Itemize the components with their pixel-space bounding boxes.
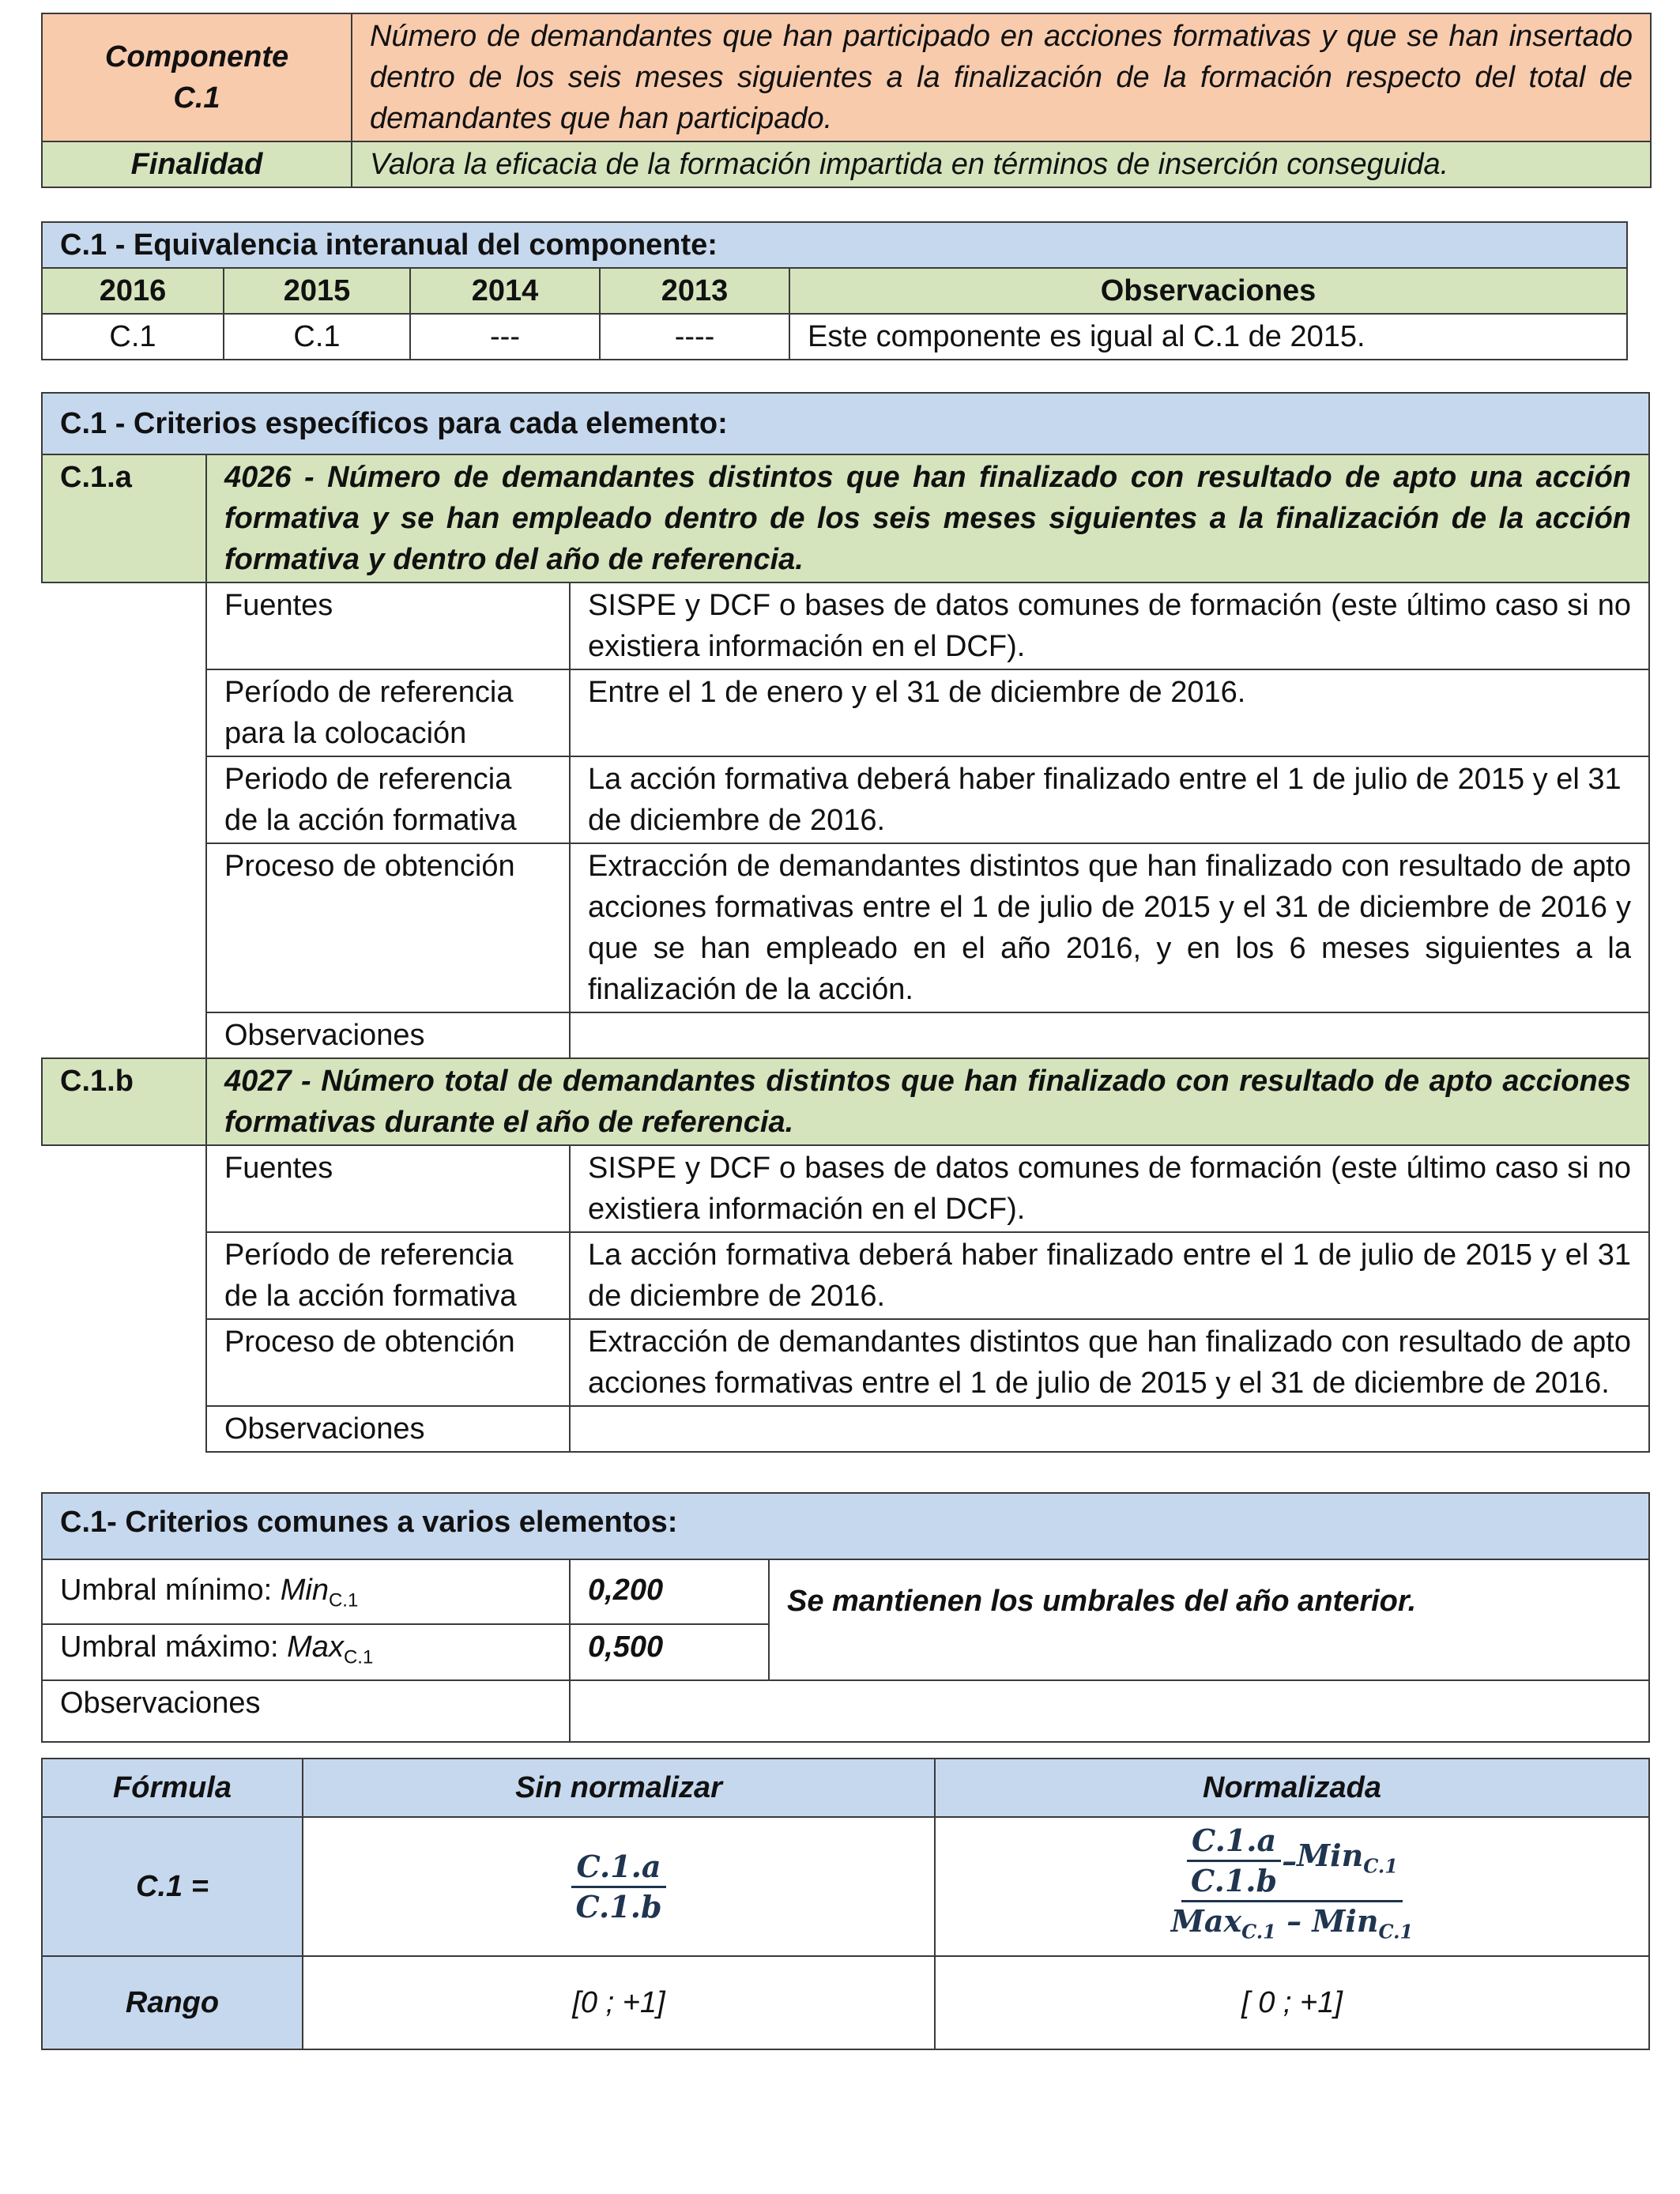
observaciones-header: Observaciones — [789, 268, 1627, 314]
component-header-table — [41, 13, 1652, 188]
criterios-especificos-table — [41, 392, 1650, 1453]
minus-sign-2: – — [1286, 1903, 1302, 1940]
element-code-a: C.1.a — [42, 454, 206, 582]
year-header-2016: 2016 — [42, 268, 224, 314]
comunes-title: C.1- Criterios comunes a varios elementos: — [42, 1493, 1649, 1559]
max-sub: C.1 — [1241, 1920, 1276, 1943]
periodo-colocacion-label-a: Período de referencia para la colocación — [206, 669, 570, 756]
formula-sin-normalizar — [303, 1817, 935, 1956]
sin-normalizar-header: Sin normalizar — [303, 1759, 935, 1817]
umbral-minimo-value: 0,200 — [570, 1559, 769, 1624]
spacer-a — [42, 582, 206, 1058]
finalidad-description: Valora la eficacia de la formación impartida en términos de inserción conseguida. — [352, 141, 1651, 187]
year-header-2014: 2014 — [410, 268, 600, 314]
min-sub: C.1 — [1363, 1854, 1398, 1878]
inner-denominator-c1b: C.1.b — [1191, 1863, 1278, 1899]
observaciones-label-a: Observaciones — [206, 1012, 570, 1058]
periodo-accion-value-a: La acción formativa deberá haber finalizado entre el 1 de julio de 2015 y el 31 de diciembre de 2016. — [570, 756, 1649, 843]
normalized-numerator — [1181, 1822, 1403, 1902]
umbral-maximo-value: 0,500 — [570, 1624, 769, 1681]
umbral-minimo-text: Umbral mínimo: — [60, 1574, 281, 1607]
c1-formula-label: C.1 = — [42, 1817, 303, 1956]
element-code-b: C.1.b — [42, 1058, 206, 1145]
rango-sin-normalizar: [0 ; +1] — [303, 1956, 935, 2049]
periodo-accion-label-a: Periodo de referencia de la acción formativa — [206, 756, 570, 843]
proceso-label-b: Proceso de obtención — [206, 1319, 570, 1406]
observaciones-label-b: Observaciones — [206, 1406, 570, 1452]
min-sub-2: C.1 — [1378, 1920, 1414, 1943]
fuentes-label-b: Fuentes — [206, 1145, 570, 1232]
equivalencia-cell-2014: --- — [410, 314, 600, 360]
equivalencia-title: C.1 - Equivalencia interanual del componente: — [42, 222, 1627, 268]
year-header-2013: 2013 — [600, 268, 789, 314]
fuentes-value-b: SISPE y DCF o bases de datos comunes de formación (este último caso si no existiera información en el DCF). — [570, 1145, 1649, 1232]
comunes-observaciones-value — [570, 1680, 1649, 1742]
umbral-maximo-sub: C.1 — [343, 1646, 374, 1668]
proceso-value-b: Extracción de demandantes distintos que han finalizado con resultado de apto acciones formativas entre el 1 de julio de 2015 y el 31 de diciembre de 2016. — [570, 1319, 1649, 1406]
proceso-value-a: Extracción de demandantes distintos que han finalizado con resultado de apto acciones formativas entre el 1 de julio de 2015 y el 31 de diciembre de 2016 y que se han empleado en el año 2016, y en los 6 meses siguientes a la finalización de la acción. — [570, 843, 1649, 1012]
spacer-b — [42, 1145, 206, 1452]
observaciones-value-a — [570, 1012, 1649, 1058]
criterios-title: C.1 - Criterios específicos para cada elemento: — [42, 393, 1649, 454]
inner-fraction — [1186, 1822, 1282, 1900]
inner-numerator-c1a: C.1.a — [1187, 1822, 1281, 1862]
umbral-minimo-var: Min — [280, 1574, 329, 1607]
fuentes-label-a: Fuentes — [206, 582, 570, 669]
umbral-minimo-label — [42, 1559, 570, 1624]
periodo-accion-value-b: La acción formativa deberá haber finalizado entre el 1 de julio de 2015 y el 31 de diciembre de 2016. — [570, 1232, 1649, 1319]
rango-label: Rango — [42, 1956, 303, 2049]
umbral-minimo-sub: C.1 — [328, 1589, 359, 1612]
periodo-colocacion-value-a: Entre el 1 de enero y el 31 de diciembre de 2016. — [570, 669, 1649, 756]
criterios-comunes-table — [41, 1492, 1650, 1743]
fraction-sin-normalizar — [571, 1848, 666, 1926]
min-var-2: Min — [1312, 1903, 1379, 1940]
equivalencia-cell-2013: ---- — [600, 314, 789, 360]
umbrales-note: Se mantienen los umbrales del año anterior. — [769, 1559, 1649, 1680]
fuentes-value-a: SISPE y DCF o bases de datos comunes de formación (este último caso si no existiera información en el DCF). — [570, 582, 1649, 669]
fraction-normalizada — [1166, 1822, 1418, 1951]
minus-sign: – — [1282, 1842, 1298, 1879]
proceso-label-a: Proceso de obtención — [206, 843, 570, 1012]
rango-normalizada: [ 0 ; +1] — [935, 1956, 1649, 2049]
formula-header: Fórmula — [42, 1759, 303, 1817]
max-var: Max — [1170, 1903, 1242, 1940]
element-description-a: 4026 - Número de demandantes distintos que han finalizado con resultado de apto una acción formativa y se han empleado dentro de los seis meses siguientes a la finalización de la acción formativa y dentro del año de referencia. — [206, 454, 1649, 582]
finalidad-label: Finalidad — [42, 141, 352, 187]
denominator-c1b: C.1.b — [575, 1888, 662, 1924]
normalizada-header: Normalizada — [935, 1759, 1649, 1817]
periodo-accion-label-b: Período de referencia de la acción formativa — [206, 1232, 570, 1319]
componente-description: Número de demandantes que han participado en acciones formativas y que se han insertado dentro de los seis meses siguientes a la finalización de la formación respecto del total de demandantes que han participado. — [352, 13, 1651, 141]
umbral-maximo-label — [42, 1624, 570, 1681]
equivalencia-cell-2015: C.1 — [224, 314, 410, 360]
year-header-2015: 2015 — [224, 268, 410, 314]
equivalencia-cell-2016: C.1 — [42, 314, 224, 360]
numerator-c1a: C.1.a — [571, 1848, 665, 1888]
formula-table — [41, 1758, 1650, 2050]
min-term — [1297, 1837, 1398, 1886]
equivalencia-table — [41, 221, 1628, 360]
normalized-denominator — [1166, 1902, 1418, 1951]
formula-normalizada — [935, 1817, 1649, 1956]
componente-label: Componente C.1 — [42, 13, 352, 141]
min-var: Min — [1297, 1837, 1364, 1873]
equivalencia-observaciones: Este componente es igual al C.1 de 2015. — [789, 314, 1627, 360]
umbral-maximo-text: Umbral máximo: — [60, 1630, 288, 1664]
element-description-b: 4027 - Número total de demandantes distintos que han finalizado con resultado de apto acciones formativas durante el año de referencia. — [206, 1058, 1649, 1145]
umbral-maximo-var: Max — [287, 1630, 344, 1664]
observaciones-value-b — [570, 1406, 1649, 1452]
comunes-observaciones-label: Observaciones — [42, 1680, 570, 1742]
